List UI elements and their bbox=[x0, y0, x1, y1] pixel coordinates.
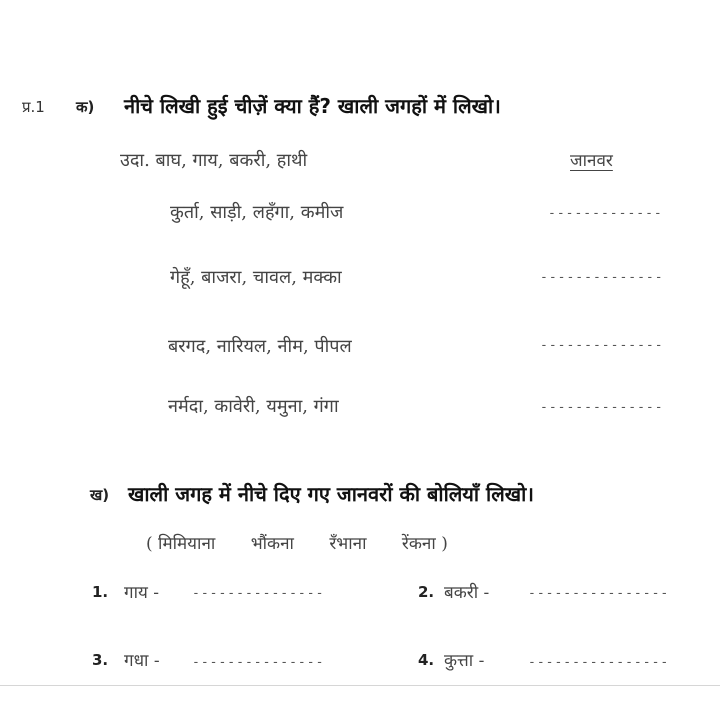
bottom-divider bbox=[0, 685, 720, 686]
option-4: रेंकना bbox=[401, 534, 436, 554]
open-paren: ( bbox=[146, 534, 153, 554]
row-3-blank: -------------- bbox=[540, 338, 664, 353]
item-1-blank: --------------- bbox=[192, 586, 325, 601]
part-a-label: क) bbox=[76, 98, 95, 116]
option-1: मिमियाना bbox=[158, 534, 216, 554]
item-1-number: 1. bbox=[92, 583, 109, 601]
part-b-heading: खाली जगह में नीचे दिए गए जानवरों की बोलियाँ लिखो। bbox=[128, 482, 534, 506]
item-2-blank: ---------------- bbox=[528, 586, 670, 601]
part-a-heading: नीचे लिखी हुई चीज़ें क्या हैं? खाली जगहों में लिखो। bbox=[124, 94, 501, 118]
item-2-text: बकरी - bbox=[444, 583, 490, 603]
example-text: उदा. बाघ, गाय, बकरी, हाथी bbox=[120, 150, 308, 171]
close-paren: ) bbox=[441, 534, 448, 554]
options-list bbox=[146, 531, 448, 554]
row-3-text: बरगद, नारियल, नीम, पीपल bbox=[168, 336, 352, 357]
item-4-text: कुत्ता - bbox=[444, 651, 485, 671]
item-1-text: गाय - bbox=[124, 583, 159, 603]
example-answer: जानवर bbox=[570, 151, 613, 171]
row-4-text: नर्मदा, कावेरी, यमुना, गंगा bbox=[168, 396, 339, 417]
row-2-blank: -------------- bbox=[540, 270, 664, 285]
row-1-text: कुर्ता, साड़ी, लहँगा, कमीज bbox=[170, 202, 344, 223]
item-2-number: 2. bbox=[418, 583, 435, 601]
item-4-blank: ---------------- bbox=[528, 655, 670, 670]
option-2: भौंकना bbox=[250, 534, 294, 554]
row-1-blank: ------------- bbox=[548, 206, 663, 221]
item-3-text: गधा - bbox=[124, 651, 160, 671]
row-4-blank: -------------- bbox=[540, 400, 664, 415]
item-3-blank: --------------- bbox=[192, 655, 325, 670]
question-number: प्र.1 bbox=[22, 98, 45, 116]
item-4-number: 4. bbox=[418, 651, 435, 669]
item-3-number: 3. bbox=[92, 651, 109, 669]
option-3: रँभाना bbox=[329, 534, 367, 554]
row-2-text: गेहूँ, बाजरा, चावल, मक्का bbox=[170, 267, 342, 288]
part-b-label: ख) bbox=[90, 486, 110, 504]
